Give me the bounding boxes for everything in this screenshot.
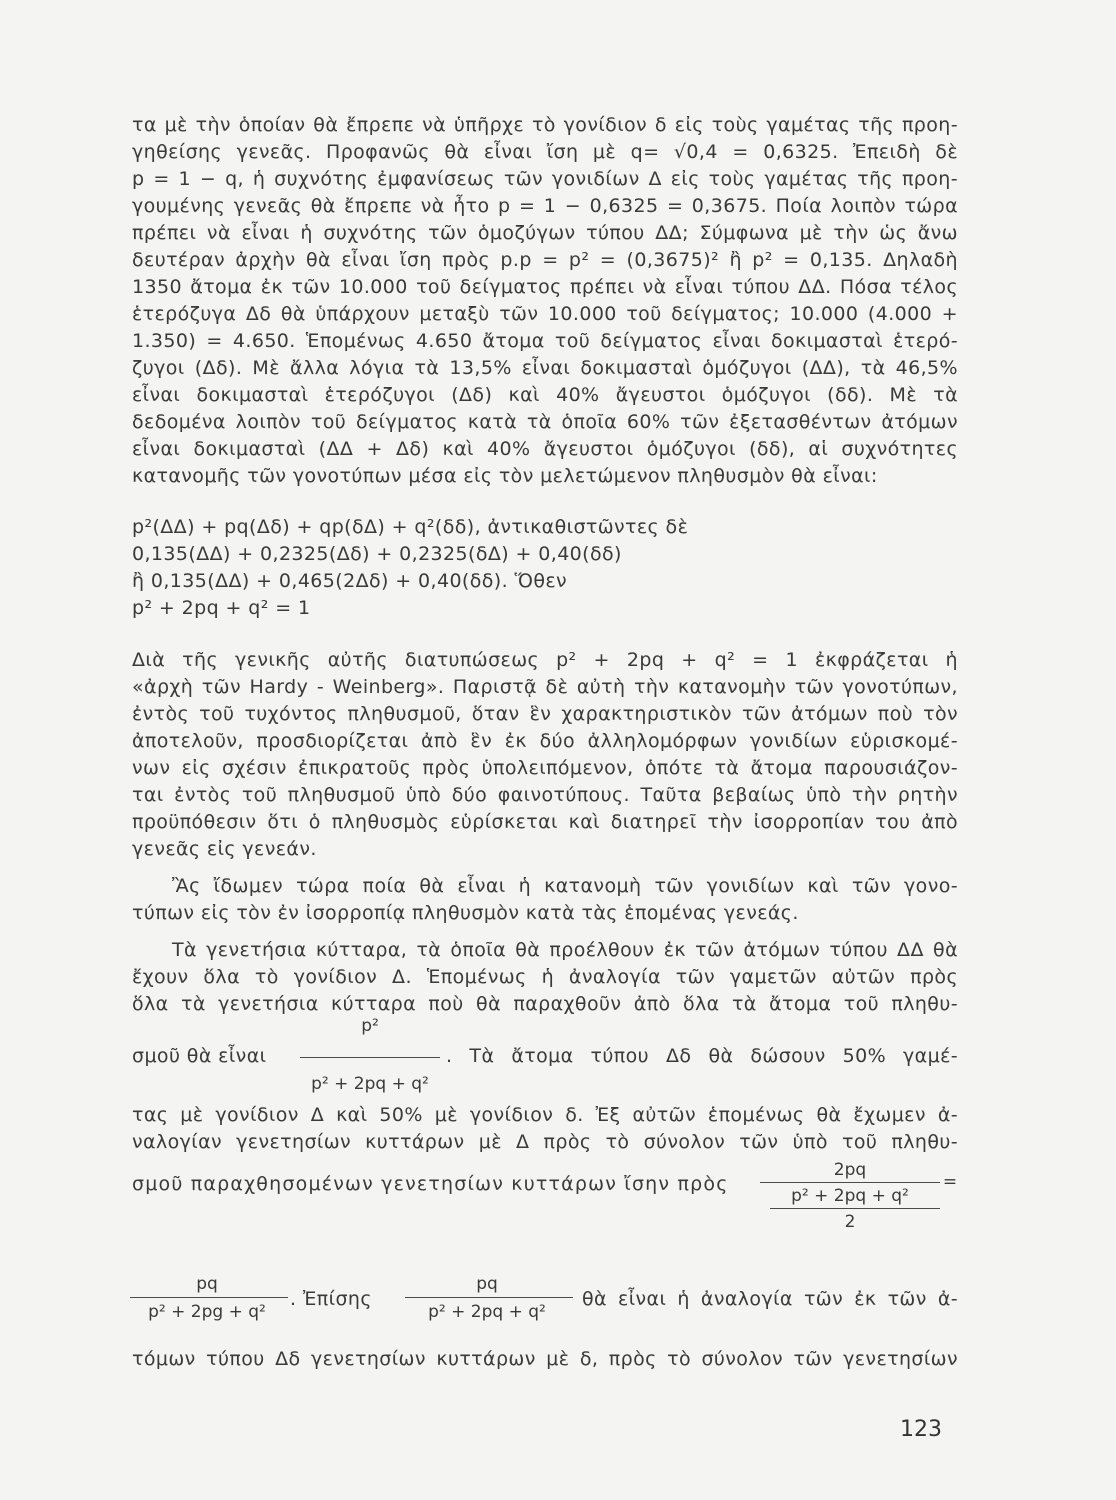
- text-line: δεδομένα λοιπὸν τοῦ δείγματος κατὰ τὰ ὁποῖα 60% τῶν ἐξετασθέντων ἀτόμων: [132, 411, 958, 433]
- fraction-numerator: pq: [476, 1274, 498, 1294]
- text-line: Διὰ τῆς γενικῆς αὐτῆς διατυπώσεως p² + 2pq + q² = 1 ἐκφράζεται ἡ: [132, 649, 958, 671]
- fraction-bar: [770, 1208, 940, 1209]
- text-line: 1.350) = 4.650. Ἑπομένως 4.650 ἄτομα τοῦ δείγματος εἶναι δοκιμασταὶ ἑτερό-: [132, 330, 958, 352]
- text-line: Ἂς ἴδωμεν τώρα ποία θὰ εἶναι ἡ κατανομὴ τῶν γονιδίων καὶ τῶν γονο-: [172, 875, 958, 897]
- text-line: σμοῦ παραχθησομένων γενετησίων κυττάρων ἴσην πρὸς: [132, 1173, 729, 1195]
- text-line: «ἀρχὴ τῶν Hardy - Weinberg». Παριστᾷ δὲ αὐτὴ τὴν κατανομὴν τῶν γονοτύπων,: [132, 676, 958, 698]
- text-line: p = 1 − q, ἡ συχνότης ἐμφανίσεως τῶν γονιδίων Δ εἰς τοὺς γαμέτας τῆς προη-: [132, 168, 958, 190]
- text-line: ἀποτελοῦν, προσδιορίζεται ἀπὸ ἓν ἐκ δύο ἀλληλομόρφων γονιδίων εὑρισκομέ-: [132, 730, 958, 752]
- text-line: θὰ εἶναι ἡ ἀναλογία τῶν ἐκ τῶν ἀ-: [582, 1288, 958, 1310]
- fraction-middle: p² + 2pq + q²: [791, 1186, 909, 1206]
- text-line: εἶναι δοκιμασταὶ ἑτερόζυγοι (Δδ) καὶ 40% ἄγευστοι ὁμόζυγοι (δδ). Μὲ τὰ: [132, 384, 958, 406]
- text-line: γηθείσης γενεᾶς. Προφανῶς θὰ εἶναι ἴση μὲ q= √0,4 = 0,6325. Ἐπειδὴ δὲ: [132, 141, 958, 163]
- text-line: ὅλα τὰ γενετήσια κύτταρα ποὺ θὰ παραχθοῦν ἀπὸ ὅλα τὰ ἄτομα τοῦ πληθυ-: [132, 993, 958, 1015]
- equation-line: p²(ΔΔ) + pq(Δδ) + qp(δΔ) + q²(δδ), ἀντικαθιστῶντες δὲ: [132, 516, 689, 538]
- fraction-denominator: p² + 2pq + q²: [311, 1074, 429, 1094]
- text-line: τας μὲ γονίδιον Δ καὶ 50% μὲ γονίδιον δ. Ἐξ αὐτῶν ἑπομένως θὰ ἔχωμεν ἀ-: [132, 1104, 958, 1126]
- fraction-bar: [405, 1297, 573, 1298]
- text-line: . Ἐπίσης: [290, 1288, 372, 1310]
- equation-line: p² + 2pq + q² = 1: [132, 597, 311, 619]
- text-line: γενεᾶς εἰς γενεάν.: [132, 838, 317, 860]
- page-number: 123: [900, 1417, 942, 1442]
- fraction-numerator: 2pq: [833, 1160, 867, 1180]
- text-line: . Τὰ ἄτομα τύπου Δδ θὰ δώσουν 50% γαμέ-: [446, 1045, 958, 1067]
- equals-sign: =: [942, 1172, 958, 1192]
- text-line: εἶναι δοκιμασταὶ (ΔΔ + Δδ) καὶ 40% ἄγευστοι ὁμόζυγοι (δδ), αἱ συχνότητες: [132, 438, 958, 460]
- fraction-denominator: p² + 2pq + q²: [428, 1302, 546, 1322]
- fraction-numerator: p²: [361, 1016, 379, 1036]
- text-line: γουμένης γενεᾶς θὰ ἔπρεπε νὰ ἦτο p = 1 − 0,6325 = 0,3675. Ποία λοιπὸν τώρα: [132, 195, 958, 217]
- text-line: τα μὲ τὴν ὁποίαν θὰ ἔπρεπε νὰ ὑπῆρχε τὸ γονίδιον δ εἰς τοὺς γαμέτας τῆς προη-: [132, 114, 958, 136]
- fraction-numerator: pq: [196, 1274, 218, 1294]
- text-line: δευτέραν ἀρχὴν θὰ εἶναι ἴση πρὸς p.p = p² = (0,3675)² ἢ p² = 0,135. Δηλαδὴ: [132, 249, 958, 271]
- fraction-bar: [130, 1297, 288, 1298]
- fraction-denominator: p² + 2pg + q²: [148, 1302, 266, 1322]
- text-line: τύπων εἰς τὸν ἐν ἰσορροπίᾳ πληθυσμὸν κατὰ τὰς ἑπομένας γενεάς.: [132, 902, 799, 924]
- text-line: κατανομῆς τῶν γονοτύπων μέσα εἰς τὸν μελετώμενον πληθυσμὸν θὰ εἶναι:: [132, 465, 878, 487]
- text-line: ται ἐντὸς τοῦ πληθυσμοῦ ὑπὸ δύο φαινοτύπους. Ταῦτα βεβαίως ὑπὸ τὴν ρητὴν: [132, 784, 958, 806]
- text-line: ἑτερόζυγα Δδ θὰ ὑπάρχουν μεταξὺ τῶν 10.000 τοῦ δείγματος; 10.000 (4.000 +: [132, 303, 958, 325]
- fraction-bar: [760, 1182, 940, 1183]
- text-line: 1350 ἄτομα ἐκ τῶν 10.000 τοῦ δείγματος πρέπει νὰ εἶναι τύπου ΔΔ. Πόσα τέλος: [132, 276, 958, 298]
- text-line: σμοῦ θὰ εἶναι: [132, 1045, 267, 1067]
- text-line: τόμων τύπου Δδ γενετησίων κυττάρων μὲ δ, πρὸς τὸ σύνολον τῶν γενετησίων: [132, 1348, 958, 1370]
- text-line: ναλογίαν γενετησίων κυττάρων μὲ Δ πρὸς τὸ σύνολον τῶν ὑπὸ τοῦ πληθυ-: [132, 1131, 958, 1153]
- fraction-bar: [300, 1057, 440, 1058]
- text-line: Τὰ γενετήσια κύτταρα, τὰ ὁποῖα θὰ προέλθουν ἐκ τῶν ἀτόμων τύπου ΔΔ θὰ: [172, 939, 958, 961]
- text-line: ἐντὸς τοῦ τυχόντος πληθυσμοῦ, ὅταν ἓν χαρακτηριστικὸν τῶν ἀτόμων ποὺ τὸν: [132, 703, 958, 725]
- fraction-denominator: 2: [844, 1212, 856, 1232]
- text-line: νων εἰς σχέσιν ἐπικρατοῦς πρὸς ὑπολειπόμενον, ὁπότε τὰ ἄτομα παρουσιάζον-: [132, 757, 958, 779]
- text-line: προϋπόθεσιν ὅτι ὁ πληθυσμὸς εὑρίσκεται καὶ διατηρεῖ τὴν ἰσορροπίαν του ἀπὸ: [132, 811, 958, 833]
- equation-line: ἢ 0,135(ΔΔ) + 0,465(2Δδ) + 0,40(δδ). Ὅθεν: [132, 570, 568, 592]
- text-line: πρέπει νὰ εἶναι ἡ συχνότης τῶν ὁμοζύγων τύπου ΔΔ; Σύμφωνα μὲ τὴν ὡς ἄνω: [132, 222, 958, 244]
- equation-line: 0,135(ΔΔ) + 0,2325(Δδ) + 0,2325(δΔ) + 0,40(δδ): [132, 543, 622, 565]
- text-line: ζυγοι (Δδ). Μὲ ἄλλα λόγια τὰ 13,5% εἶναι δοκιμασταὶ ὁμόζυγοι (ΔΔ), τὰ 46,5%: [132, 357, 958, 379]
- text-line: ἔχουν ὅλα τὸ γονίδιον Δ. Ἑπομένως ἡ ἀναλογία τῶν γαμετῶν αὐτῶν πρὸς: [132, 966, 958, 988]
